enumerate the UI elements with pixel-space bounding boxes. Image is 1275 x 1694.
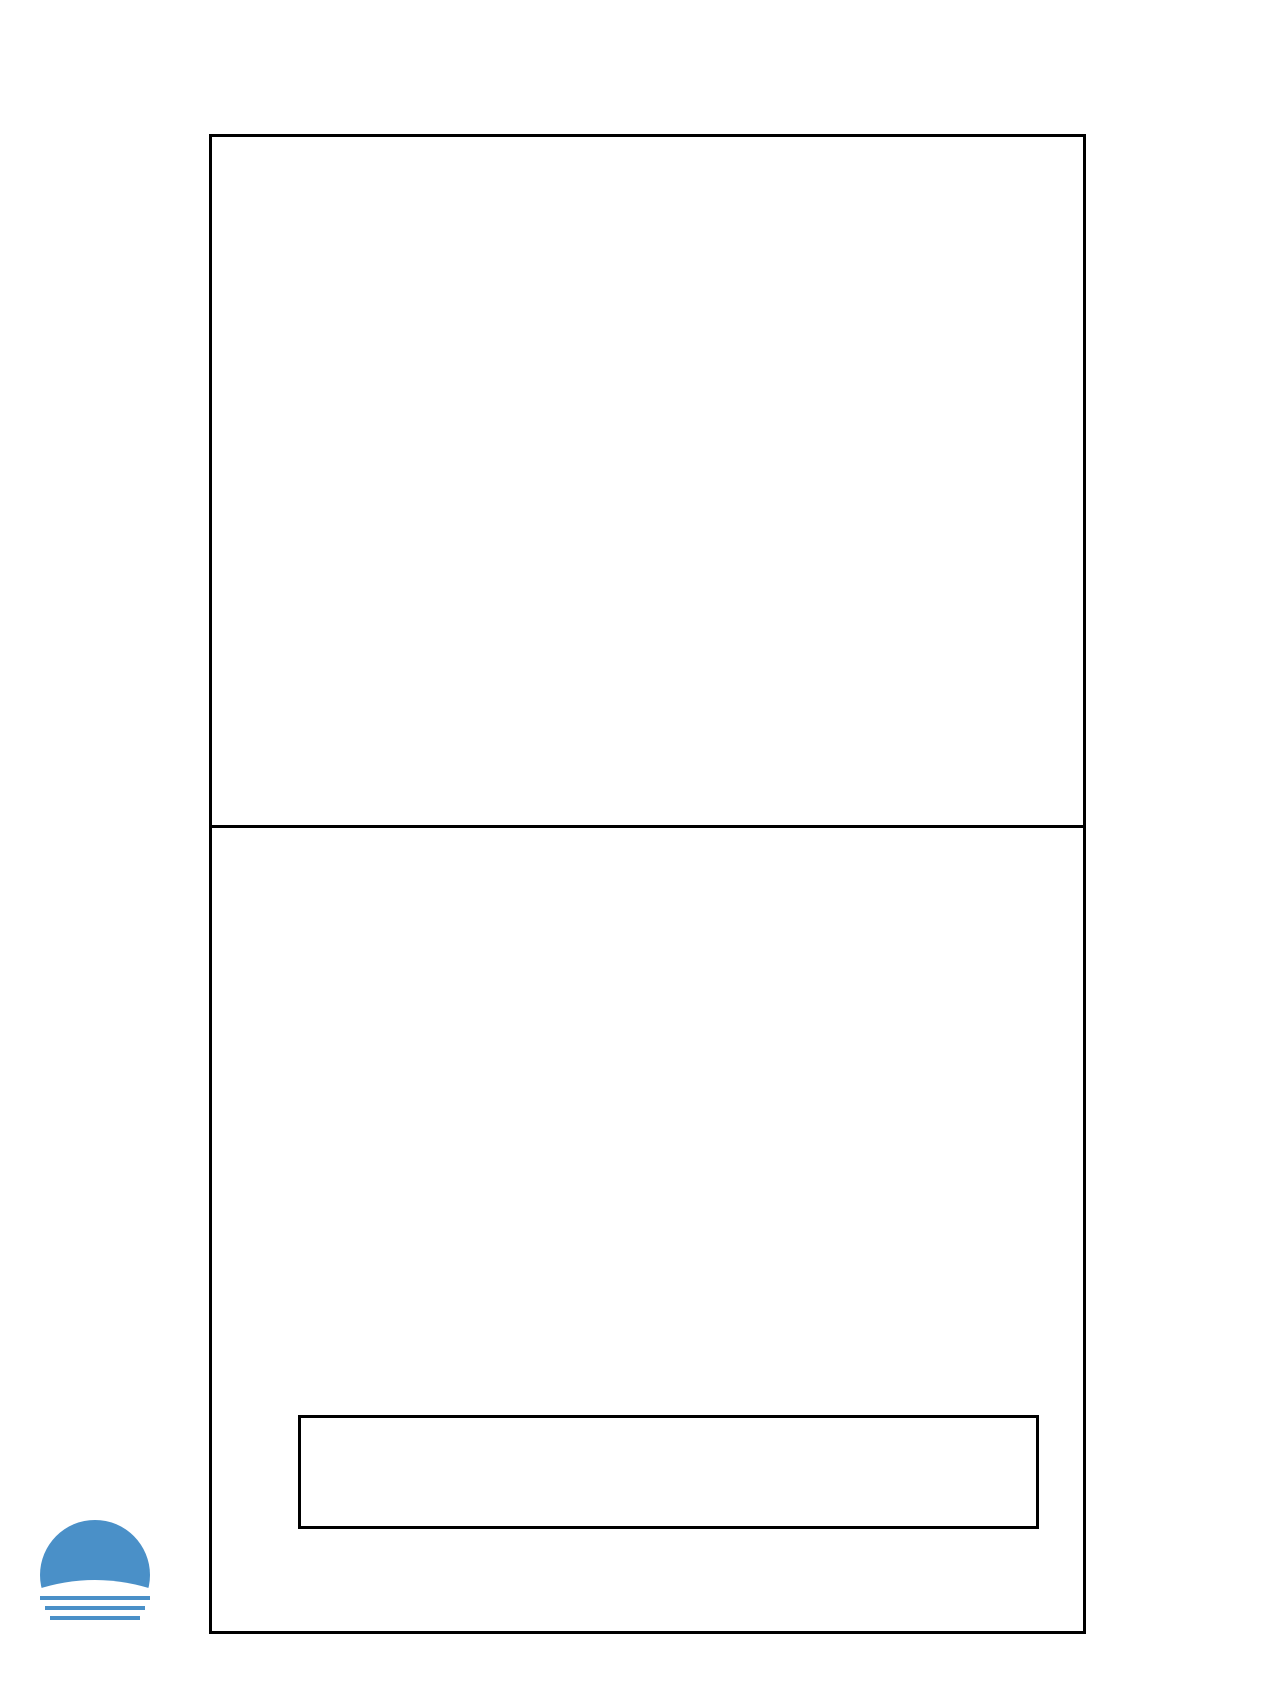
sign-legend-table [298, 1415, 1039, 1529]
upper-table-frame [209, 134, 1086, 828]
sun-logo-icon [35, 1520, 155, 1650]
